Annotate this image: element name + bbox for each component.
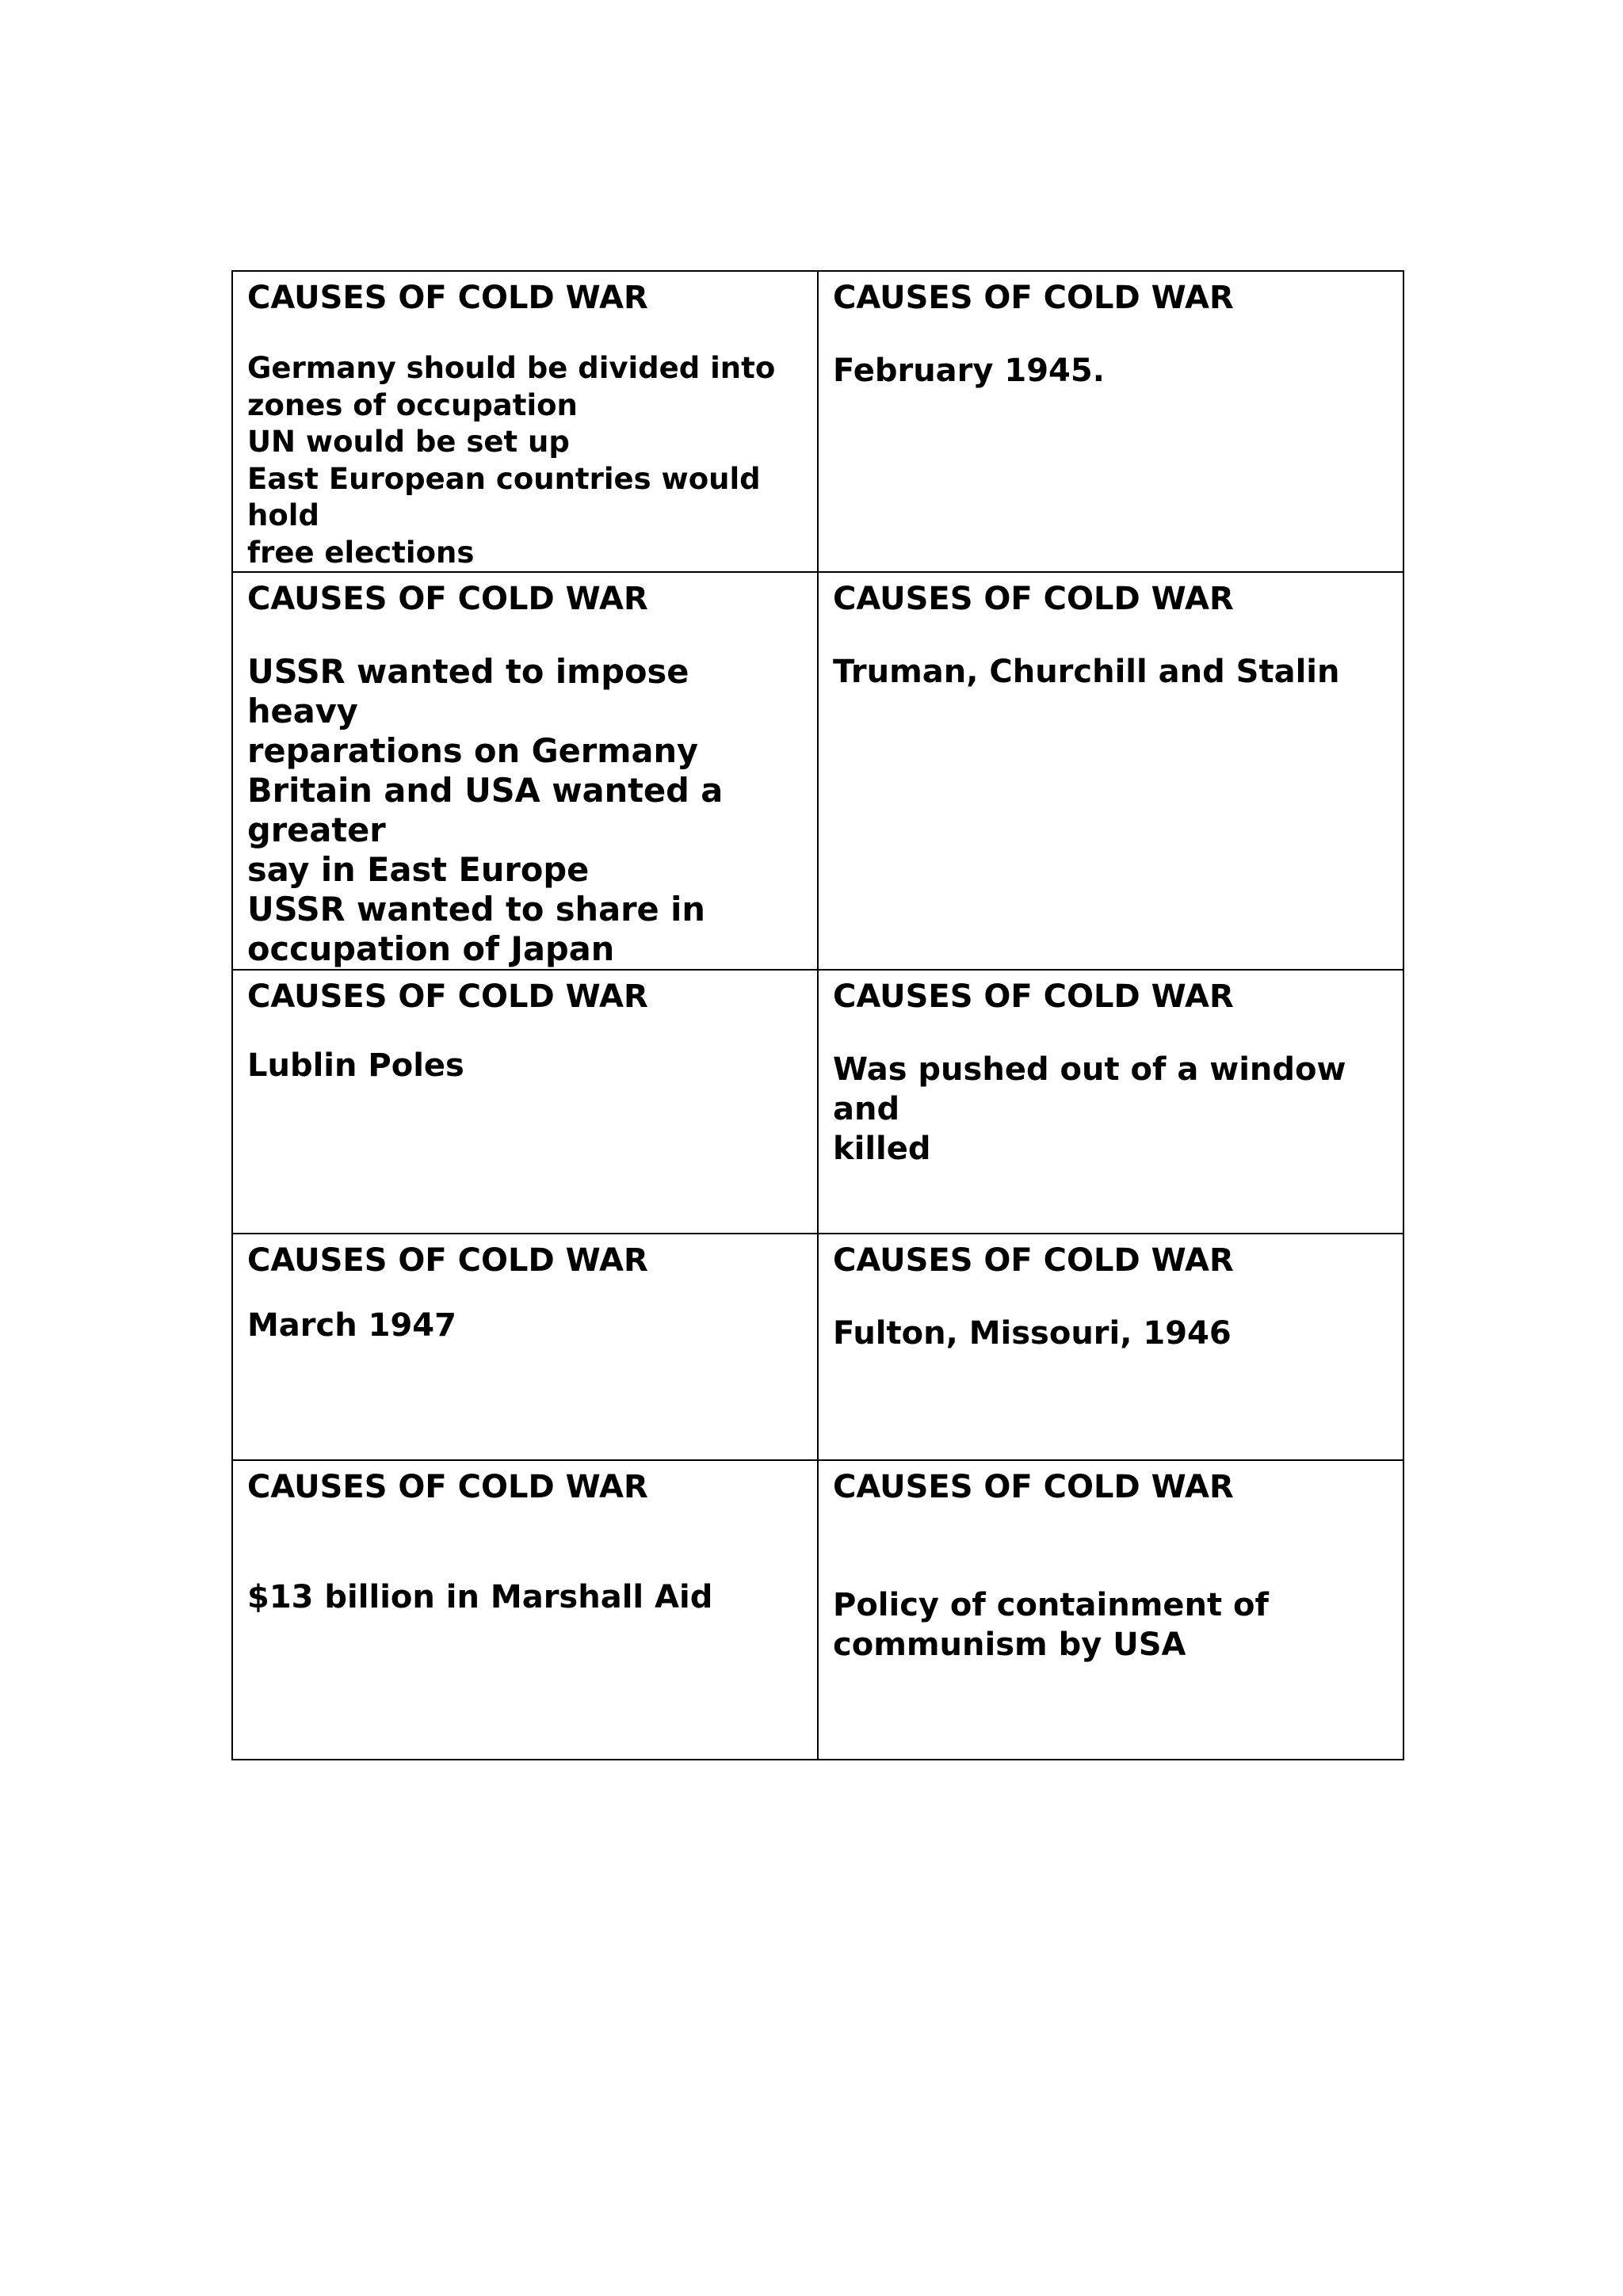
card-heading: CAUSES OF COLD WAR — [833, 1242, 1234, 1279]
card-cell — [232, 1234, 818, 1460]
card-row-4 — [232, 1234, 1403, 1460]
card-body: February 1945. — [833, 353, 1105, 389]
card-row-3 — [232, 970, 1403, 1234]
card-row-2 — [232, 572, 1403, 970]
card-heading: CAUSES OF COLD WAR — [833, 978, 1234, 1015]
card-cell — [818, 271, 1403, 572]
card-cell — [818, 1234, 1403, 1460]
card-row-5 — [232, 1460, 1403, 1760]
card-body: Was pushed out of a window and killed — [833, 1051, 1346, 1167]
card-cell — [818, 970, 1403, 1234]
card-heading: CAUSES OF COLD WAR — [247, 1242, 648, 1279]
card-cell — [232, 1460, 818, 1760]
card-body: Policy of containment of communism by USA — [833, 1587, 1269, 1663]
card-body: Fulton, Missouri, 1946 — [833, 1315, 1232, 1352]
card-cell — [818, 572, 1403, 970]
card-body: Germany should be divided into zones of occupation UN would be set up East European countries would hold free elections — [247, 351, 776, 570]
card-cell — [232, 271, 818, 572]
card-heading: CAUSES OF COLD WAR — [833, 581, 1234, 617]
card-row-1 — [232, 271, 1403, 572]
card-body: Truman, Churchill and Stalin — [833, 654, 1340, 690]
card-heading: CAUSES OF COLD WAR — [247, 1469, 648, 1505]
card-body: USSR wanted to impose heavy reparations on Germany Britain and USA wanted a greater say in East Europe USSR wanted to share in occupation of Japan — [247, 652, 724, 968]
card-cell — [232, 572, 818, 970]
card-heading: CAUSES OF COLD WAR — [247, 581, 648, 617]
card-table — [231, 270, 1404, 1760]
card-cell — [818, 1460, 1403, 1760]
card-cell — [232, 970, 818, 1234]
card-body: Lublin Poles — [247, 1047, 464, 1084]
card-body: March 1947 — [247, 1307, 456, 1344]
card-heading: CAUSES OF COLD WAR — [247, 280, 648, 316]
card-heading: CAUSES OF COLD WAR — [833, 1469, 1234, 1505]
card-heading: CAUSES OF COLD WAR — [833, 280, 1234, 316]
card-body: $13 billion in Marshall Aid — [247, 1579, 713, 1615]
card-heading: CAUSES OF COLD WAR — [247, 978, 648, 1015]
